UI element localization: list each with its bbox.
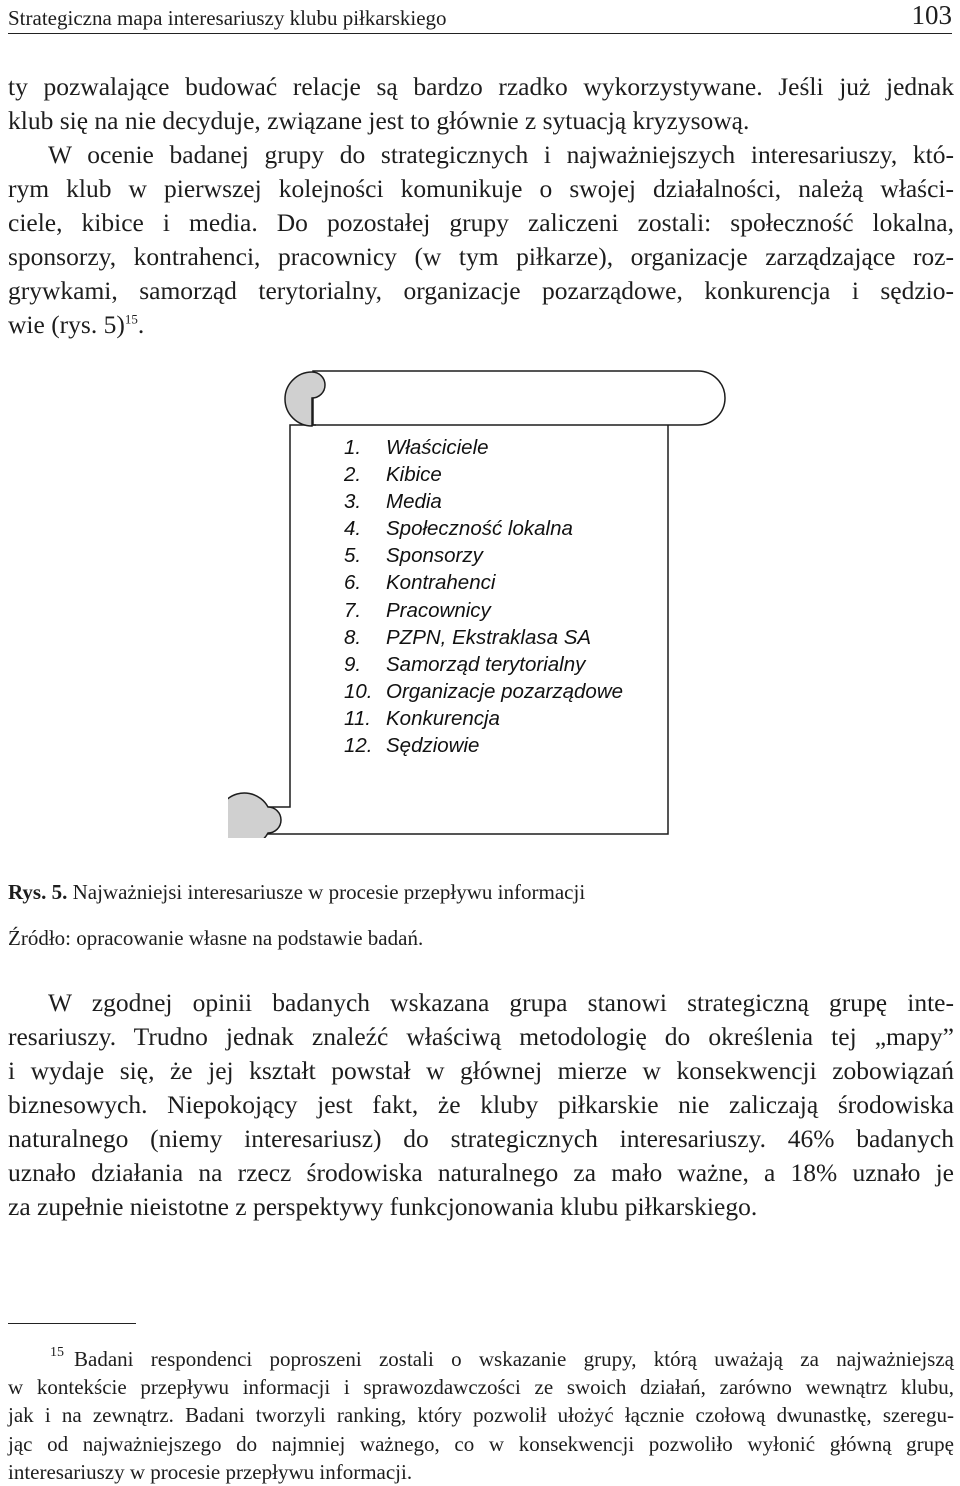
item-label: Pracownicy (386, 598, 491, 622)
item-number: 1. (344, 436, 362, 459)
item-number: 12. (344, 734, 373, 758)
footnote-mark: 15 (50, 1345, 64, 1360)
figure-caption (8, 880, 585, 905)
item-number: 3. (344, 490, 362, 514)
item-label: Właściciele (386, 436, 489, 459)
sentence-end: . (137, 310, 145, 339)
footnote-line: w kontekście przepływu informacji i sprawozdawczości ze swoich działań, zarówno wewnątrz klubu, (8, 1375, 954, 1400)
paragraph-line: za zupełnie nieistotne z perspektywy funkcjonowania klubu piłkarskiego. (8, 1192, 758, 1221)
footnote-line: jąc od najważniejszego do najmniej ważnego, co w konsekwencji pozwoliło wyłonić główną grupę (8, 1431, 954, 1456)
stakeholder-list (344, 434, 623, 759)
paragraph-line: W zgodnej opinii badanych wskazana grupa stanowi strategiczną grupę inte- (48, 988, 954, 1017)
paragraph-line: W ocenie badanej grupy do strategicznych i najważniejszych interesariuszy, któ- (48, 140, 954, 169)
list-item (344, 678, 623, 705)
caption-label: Rys. 5. (8, 880, 68, 904)
list-item (344, 732, 623, 759)
paragraph-line: ciele, kibice i media. Do pozostałej grupy zaliczeni zostali: społeczność lokalna, (8, 208, 954, 237)
body-paragraph-2 (8, 986, 954, 1224)
paragraph-line: sponsorzy, kontrahenci, pracownicy (w tym piłkarze), organizacje zarządzające roz- (8, 242, 954, 271)
list-item (344, 624, 623, 651)
page-number: 103 (911, 0, 952, 30)
paragraph-line: naturalnego (niemy interesariusz) do strategicznych interesariuszy. 46% badanych (8, 1124, 954, 1153)
item-label: Społeczność lokalna (386, 517, 573, 541)
caption-text: Najważniejsi interesariusze w procesie przepływu informacji (67, 880, 586, 904)
item-label: Media (386, 490, 442, 514)
item-label: PZPN, Ekstraklasa SA (386, 625, 592, 649)
item-number: 2. (344, 463, 362, 487)
list-item (344, 705, 623, 732)
item-number: 5. (344, 544, 362, 568)
top-curl-icon (285, 372, 325, 426)
list-item (344, 461, 623, 488)
item-label: Sędziowie (386, 734, 480, 758)
paragraph-line: rym klub w pierwszej kolejności komunikuje o swojej działalności, należą właści- (8, 174, 954, 203)
footnote (8, 1345, 954, 1486)
footnote-line: interesariuszy w procesie przepływu informacji. (8, 1459, 413, 1484)
paragraph-line (8, 308, 954, 342)
item-number: 4. (344, 517, 362, 541)
list-item (344, 597, 623, 624)
paragraph-line: uznało działania na rzecz środowiska naturalnego za mało ważne, a 18% uznało je (8, 1158, 954, 1187)
paragraph-line-text: wie (rys. 5) (8, 310, 125, 339)
item-label: Konkurencja (386, 706, 500, 730)
running-title: Strategiczna mapa interesariuszy klubu piłkarskiego (8, 6, 447, 30)
list-item (344, 434, 623, 461)
bottom-curl-icon (228, 793, 281, 838)
list-item (344, 515, 623, 542)
item-number: 6. (344, 571, 362, 595)
scroll-figure (228, 366, 730, 838)
footnote-line: jak i na zewnątrz. Badani tworzyli ranking, który pozwolił ułożyć łącznie czołową dwunastkę, szeregu- (8, 1403, 954, 1428)
list-item (344, 542, 623, 569)
body-paragraph-1 (8, 70, 954, 342)
item-number: 11. (344, 706, 371, 730)
paragraph-line: biznesowych. Niepokojący jest fakt, że kluby piłkarskie nie zaliczają środowiska (8, 1090, 954, 1119)
item-number: 7. (344, 598, 362, 622)
item-label: Sponsorzy (386, 544, 483, 568)
item-number: 9. (344, 652, 362, 676)
paragraph-line: grywkami, samorząd terytorialny, organizacje pozarządowe, konkurencja i sędzio- (8, 276, 954, 305)
footnote-line: Badani respondenci poproszeni zostali o wskazanie grupy, którą uważają za najważniejszą (74, 1347, 954, 1371)
paragraph-line: ty pozwalające budować relacje są bardzo rzadko wykorzystywane. Jeśli już jednak (8, 72, 954, 101)
item-label: Samorząd terytorialny (386, 652, 586, 676)
item-label: Organizacje pozarządowe (386, 679, 624, 703)
item-label: Kontrahenci (386, 571, 496, 595)
list-item (344, 651, 623, 678)
footnote-reference[interactable]: 15 (124, 311, 138, 327)
item-number: 10. (344, 679, 373, 703)
list-item (344, 488, 623, 515)
paragraph-line: klub się na nie decyduje, związane jest to głównie z sytuacją kryzysową. (8, 106, 750, 135)
item-number: 8. (344, 625, 362, 649)
footnote-divider (8, 1323, 136, 1324)
figure-source: Źródło: opracowanie własne na podstawie badań. (8, 926, 424, 950)
paragraph-line: resariuszy. Trudno jednak znaleźć właściwą metodologię do określenia tej „mapy” (8, 1022, 954, 1051)
paragraph-line: i wydaje się, że jej kształt powstał w głównej mierze w konsekwencji zobowiązań (8, 1056, 954, 1085)
list-item (344, 569, 623, 596)
page-header (8, 0, 952, 34)
item-label: Kibice (386, 463, 442, 487)
